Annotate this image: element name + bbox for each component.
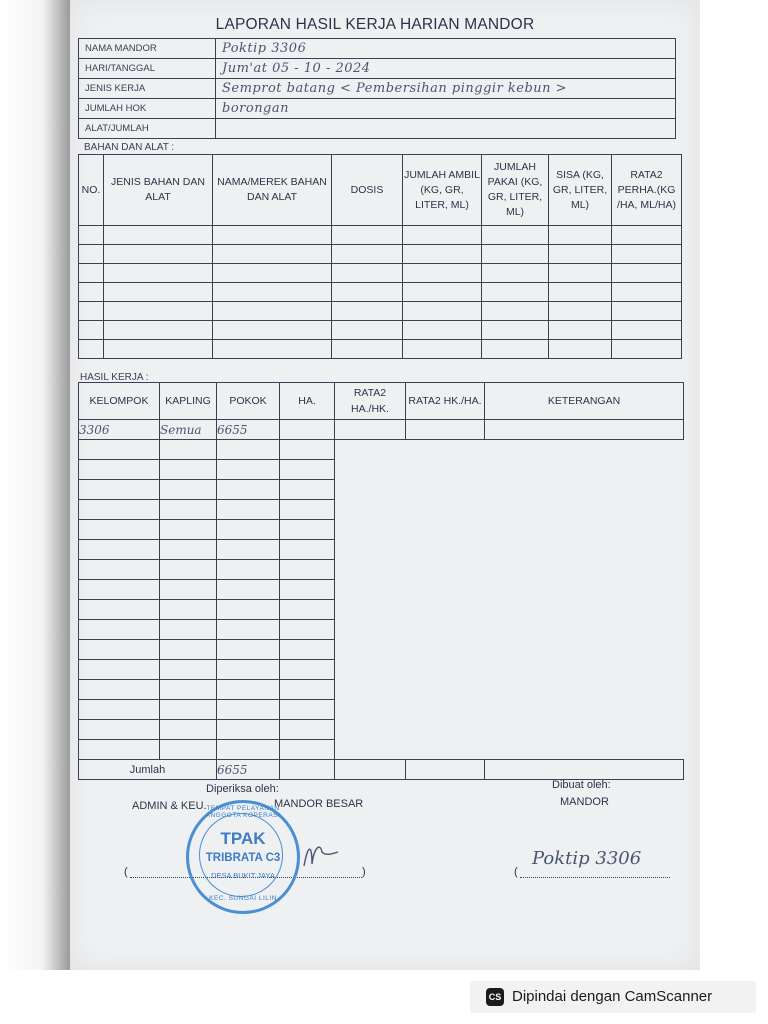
table-row [79, 460, 684, 480]
col-header: JENIS BAHAN DAN ALAT [104, 155, 213, 226]
col-header: POKOK [217, 383, 280, 420]
table-cell [612, 264, 682, 283]
table-cell [79, 620, 160, 640]
header-row [79, 39, 676, 59]
table-cell [213, 283, 332, 302]
bahan-table [78, 154, 682, 359]
table-row [79, 640, 684, 660]
stamp-name: TPAK [220, 829, 266, 848]
table-cell [549, 245, 612, 264]
jumlah-cell [406, 760, 485, 780]
table-cell [612, 283, 682, 302]
header-value: Jum'at 05 - 10 - 2024 [216, 59, 676, 79]
table-cell [160, 720, 217, 740]
pokok-cell: 6655 [217, 420, 280, 440]
header-label: JENIS KERJA [79, 79, 216, 99]
table-cell [213, 340, 332, 359]
table-cell [217, 500, 280, 520]
stamp-ring-text: TEMPAT PELAYANAN ANGGOTA KOPERASI [205, 805, 281, 819]
col-header: KAPLING [160, 383, 217, 420]
diperiksa-label: Diperiksa oleh: [206, 783, 279, 795]
table-cell [217, 660, 280, 680]
table-row [79, 720, 684, 740]
table-cell [79, 520, 160, 540]
header-value: borongan [216, 99, 676, 119]
table-cell [217, 720, 280, 740]
table-cell [213, 321, 332, 340]
kapling-cell: Semua [160, 420, 217, 440]
table-cell [403, 340, 482, 359]
table-cell [217, 600, 280, 620]
hasil-table [78, 382, 684, 780]
mandor-besar-label: MANDOR BESAR [274, 798, 364, 810]
table-cell [79, 460, 160, 480]
table-cell [280, 740, 335, 760]
stamp-desa: DESA BUKIT JAYA [211, 871, 275, 880]
hasil-section-label: HASIL KERJA : [80, 372, 149, 383]
header-label: HARI/TANGGAL [79, 59, 216, 79]
table-cell [160, 660, 217, 680]
table-cell [217, 480, 280, 500]
table-cell [217, 460, 280, 480]
mandor-signature: Poktip 3306 [532, 848, 642, 869]
table-cell [482, 321, 549, 340]
table-cell [280, 520, 335, 540]
table-cell [217, 540, 280, 560]
table-cell [160, 560, 217, 580]
table-cell [160, 460, 217, 480]
table-cell [79, 740, 160, 760]
table-cell [213, 302, 332, 321]
table-cell [612, 340, 682, 359]
table-cell [403, 321, 482, 340]
table-row [79, 540, 684, 560]
table-cell [280, 500, 335, 520]
table-row [79, 600, 684, 620]
table-cell [79, 540, 160, 560]
table-cell [104, 340, 213, 359]
table-cell [79, 680, 160, 700]
table-row [79, 245, 682, 264]
col-header: HA. [280, 383, 335, 420]
table-cell [213, 264, 332, 283]
scan-margin-right [700, 0, 768, 970]
table-cell [160, 600, 217, 620]
jumlah-ha [280, 760, 335, 780]
table-cell [612, 226, 682, 245]
table-cell [79, 720, 160, 740]
table-cell [217, 680, 280, 700]
bahan-header-row [79, 155, 682, 226]
bahan-section-label: BAHAN DAN ALAT : [84, 142, 175, 153]
table-cell [160, 520, 217, 540]
table-row [79, 226, 682, 245]
table-cell [280, 640, 335, 660]
table-cell [79, 340, 104, 359]
document-title: LAPORAN HASIL KERJA HARIAN MANDOR [215, 16, 535, 33]
header-label: JUMLAH HOK [79, 99, 216, 119]
scan-edge-shadow [0, 0, 70, 970]
table-cell [104, 321, 213, 340]
table-cell [79, 321, 104, 340]
jumlah-pokok: 6655 [217, 760, 280, 780]
header-row [79, 59, 676, 79]
table-cell [160, 640, 217, 660]
table-row [79, 740, 684, 760]
watermark-text: Dipindai dengan CamScanner [512, 988, 713, 1005]
table-cell [482, 302, 549, 321]
table-cell [160, 680, 217, 700]
table-cell [280, 620, 335, 640]
table-cell [280, 660, 335, 680]
header-label: NAMA MANDOR [79, 39, 216, 59]
table-cell [549, 321, 612, 340]
table-cell [482, 283, 549, 302]
table-row [79, 440, 684, 460]
table-cell [280, 700, 335, 720]
table-cell [160, 620, 217, 640]
table-cell [280, 600, 335, 620]
table-row [79, 660, 684, 680]
table-cell [213, 245, 332, 264]
table-cell [332, 283, 403, 302]
table-row [79, 580, 684, 600]
jumlah-cell [335, 760, 406, 780]
camscanner-logo-icon: CS [486, 988, 504, 1006]
table-row [79, 700, 684, 720]
header-value: Poktip 3306 [216, 39, 676, 59]
camscanner-watermark [470, 981, 756, 1013]
table-cell [79, 700, 160, 720]
table-cell [612, 321, 682, 340]
table-cell [280, 460, 335, 480]
table-cell [160, 740, 217, 760]
table-row [79, 620, 684, 640]
table-cell [403, 264, 482, 283]
table-cell [160, 700, 217, 720]
signature-scribble [300, 838, 340, 872]
table-cell [280, 580, 335, 600]
table-cell [549, 226, 612, 245]
table-cell [549, 302, 612, 321]
col-header: RATA2 HK./HA. [406, 383, 485, 420]
table-cell [217, 620, 280, 640]
table-row [79, 283, 682, 302]
jumlah-label: Jumlah [79, 760, 217, 780]
table-row [79, 480, 684, 500]
keterangan-cell [485, 420, 684, 440]
ha-cell [280, 420, 335, 440]
table-cell [280, 480, 335, 500]
col-header: KELOMPOK [79, 383, 160, 420]
table-cell [549, 340, 612, 359]
header-row [79, 99, 676, 119]
table-cell [79, 480, 160, 500]
table-cell [403, 245, 482, 264]
table-cell [332, 321, 403, 340]
table-cell [332, 226, 403, 245]
table-cell [217, 520, 280, 540]
col-header: JUMLAH AMBIL (KG, GR, LITER, ML) [403, 155, 482, 226]
table-row [79, 302, 682, 321]
table-cell [332, 302, 403, 321]
table-cell [280, 540, 335, 560]
mandor-label: MANDOR [560, 796, 609, 808]
col-header: NAMA/MEREK BAHAN DAN ALAT [213, 155, 332, 226]
table-cell [79, 302, 104, 321]
stamp-sub: TRIBRATA C3 [205, 852, 281, 864]
table-row [79, 321, 682, 340]
table-cell [280, 560, 335, 580]
hasil-body [79, 440, 684, 760]
col-header: JUMLAH PAKAI (KG, GR, LITER, ML) [482, 155, 549, 226]
table-cell [104, 264, 213, 283]
col-header: RATA2 HA./HK. [335, 383, 406, 420]
table-row [79, 520, 684, 540]
col-header: DOSIS [332, 155, 403, 226]
table-cell [160, 500, 217, 520]
paren-close: ) [362, 866, 366, 878]
table-cell [549, 264, 612, 283]
table-cell [332, 264, 403, 283]
table-cell [79, 264, 104, 283]
table-cell [79, 226, 104, 245]
table-cell [79, 440, 160, 460]
table-row [79, 340, 682, 359]
table-cell [482, 340, 549, 359]
cooperative-stamp [186, 800, 300, 914]
table-cell [403, 226, 482, 245]
table-cell [217, 580, 280, 600]
table-cell [280, 680, 335, 700]
rata-ha-hk-cell [335, 420, 406, 440]
table-cell [79, 600, 160, 620]
table-cell [79, 245, 104, 264]
table-row [79, 420, 684, 440]
bahan-body [79, 226, 682, 359]
col-header: KETERANGAN [485, 383, 684, 420]
table-cell [280, 440, 335, 460]
table-cell [403, 283, 482, 302]
table-cell [612, 302, 682, 321]
table-cell [213, 226, 332, 245]
hasil-header-row [79, 383, 684, 420]
kelompok-cell: 3306 [79, 420, 160, 440]
table-cell [79, 283, 104, 302]
table-cell [79, 660, 160, 680]
rata-hk-ha-cell [406, 420, 485, 440]
table-cell [160, 540, 217, 560]
table-cell [332, 340, 403, 359]
table-cell [160, 440, 217, 460]
table-cell [217, 700, 280, 720]
jumlah-row [79, 760, 684, 780]
col-header: RATA2 PERHA.(KG /HA, ML/HA) [612, 155, 682, 226]
table-cell [482, 264, 549, 283]
table-cell [160, 480, 217, 500]
table-row [79, 680, 684, 700]
table-cell [482, 226, 549, 245]
col-header: SISA (KG, GR, LITER, ML) [549, 155, 612, 226]
paren-open: ( [124, 866, 128, 878]
table-cell [160, 580, 217, 600]
dibuat-label: Dibuat oleh: [552, 779, 611, 791]
table-cell [612, 245, 682, 264]
table-cell [482, 245, 549, 264]
table-cell [104, 302, 213, 321]
table-cell [217, 640, 280, 660]
table-cell [280, 720, 335, 740]
table-cell [79, 560, 160, 580]
jumlah-cell [485, 760, 684, 780]
table-row [79, 264, 682, 283]
header-row [79, 119, 676, 139]
stamp-ring-text-bottom: KEC. SUNGAI LILIN [209, 895, 277, 902]
header-value [216, 119, 676, 139]
table-row [79, 500, 684, 520]
signature-line [520, 877, 670, 878]
admin-keu-label: ADMIN & KEU. [132, 800, 207, 812]
table-cell [79, 640, 160, 660]
col-header: NO. [79, 155, 104, 226]
table-cell [217, 440, 280, 460]
table-cell [217, 740, 280, 760]
table-cell [104, 226, 213, 245]
header-label: ALAT/JUMLAH [79, 119, 216, 139]
header-row [79, 79, 676, 99]
table-cell [104, 245, 213, 264]
header-value: Semprot batang < Pembersihan pinggir kebun > [216, 79, 676, 99]
header-info-table [78, 38, 676, 139]
table-cell [104, 283, 213, 302]
table-cell [79, 500, 160, 520]
paren-open: ( [514, 866, 518, 878]
table-cell [217, 560, 280, 580]
table-cell [79, 580, 160, 600]
table-cell [403, 302, 482, 321]
table-cell [332, 245, 403, 264]
table-row [79, 560, 684, 580]
table-cell [549, 283, 612, 302]
